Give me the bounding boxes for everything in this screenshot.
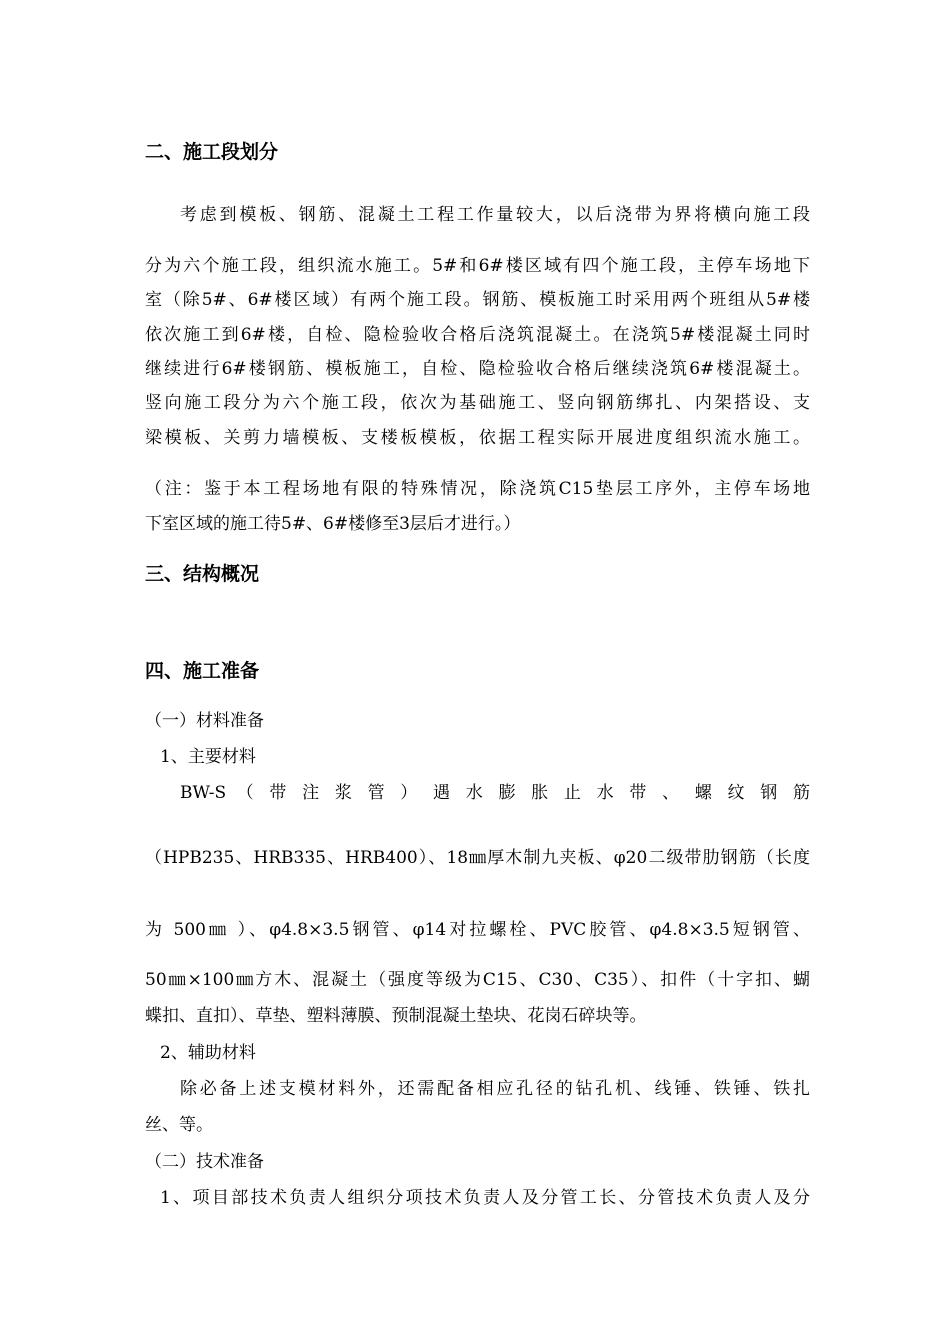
item-main-materials: 1、主要材料 [160, 747, 256, 767]
paragraph-line: 考虑到模板、钢筋、混凝土工程工作量较大，以后浇带为界将横向施工段 [180, 205, 810, 225]
paragraph-line: 竖向施工段分为六个施工段，依次为基础施工、竖向钢筋绑扎、内架搭设、支 [145, 393, 810, 413]
item-auxiliary-materials: 2、辅助材料 [160, 1043, 256, 1063]
paragraph-line: 梁模板、关剪力墙模板、支楼板模板，依据工程实际开展进度组织流水施工。 [145, 428, 810, 448]
material-line: 为 500㎜ ）、φ4.8×3.5钢管、φ14对拉螺栓、PVC胶管、φ4.8×3.5短钢管、 [145, 920, 810, 940]
paragraph-line: 分为六个施工段，组织流水施工。5#和6#楼区域有四个施工段，主停车场地下 [145, 256, 810, 276]
technical-line: 1、项目部技术负责人组织分项技术负责人及分管工长、分管技术负责人及分 [160, 1188, 810, 1208]
material-line: 蝶扣、直扣）、草垫、塑料薄膜、预制混凝土垫块、花岗石碎块等。 [145, 1006, 647, 1026]
auxiliary-line: 除必备上述支模材料外，还需配备相应孔径的钻孔机、线锤、铁锤、铁扎 [180, 1079, 810, 1099]
material-line: 50㎜×100㎜方木、混凝土（强度等级为C15、C30、C35）、扣件（十字扣、蝴 [145, 970, 810, 990]
section-heading-structure-overview: 三、结构概况 [145, 563, 260, 585]
subsection-technical-preparation: （二）技术准备 [145, 1152, 264, 1172]
auxiliary-line: 丝、等。 [145, 1115, 213, 1135]
paragraph-line: 依次施工到6#楼，自检、隐检验收合格后浇筑混凝土。在浇筑5#楼混凝土同时 [145, 325, 810, 345]
material-line: BW-S （ 带 注 浆 管 ） 遇 水 膨 胀 止 水 带 、 螺 纹 钢 筋 [180, 783, 810, 803]
paragraph-line: 室（除5#、6#楼区域）有两个施工段。钢筋、模板施工时采用两个班组从5#楼 [145, 290, 810, 310]
material-line: （HPB235、HRB335、HRB400）、18㎜厚木制九夹板、φ20二级带肋钢筋（长度 [145, 848, 810, 868]
section-heading-construction-segments: 二、施工段划分 [145, 141, 279, 163]
paragraph-line: 下室区域的施工待5#、6#楼修至3层后才进行。） [145, 514, 521, 534]
paragraph-line: （注：鉴于本工程场地有限的特殊情况，除浇筑C15垫层工序外，主停车场地 [145, 479, 810, 499]
subsection-material-preparation: （一）材料准备 [145, 711, 264, 731]
section-heading-construction-preparation: 四、施工准备 [145, 660, 260, 682]
paragraph-line: 继续进行6#楼钢筋、模板施工，自检、隐检验收合格后继续浇筑6#楼混凝土。 [145, 359, 810, 379]
